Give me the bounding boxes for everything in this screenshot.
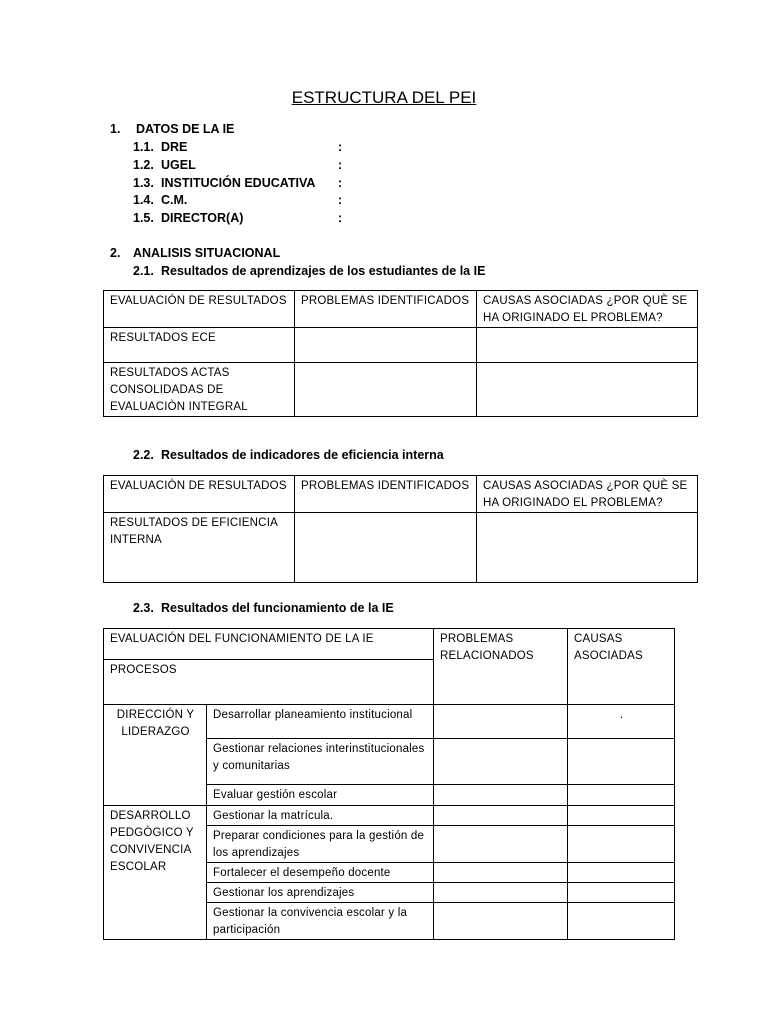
empty-cell (568, 903, 675, 940)
group-label: DESARROLLO PEDGÒGICO Y CONVIVENCIA ESCOLAR (104, 806, 207, 940)
item-colon: : (338, 140, 343, 154)
row-label: RESULTADOS ECE (104, 328, 295, 363)
section2-number: 2. (110, 246, 121, 260)
subsection-number: 2.1. (133, 264, 154, 278)
item-number: 1.5. (133, 211, 154, 225)
header-cell: CAUSAS ASOCIADAS ¿POR QUÈ SE HA ORIGINADO EL PROBLEMA? (477, 291, 698, 328)
item-number: 1.1. (133, 140, 154, 154)
section1-heading: DATOS DE LA IE (136, 122, 235, 136)
header-cell: CAUSAS ASOCIADAS ¿POR QUÈ SE HA ORIGINADO EL PROBLEMA? (477, 476, 698, 513)
item-label-dre: DRE (161, 140, 188, 154)
header-cell: EVALUACIÒN DE RESULTADOS (104, 476, 295, 513)
item-number: 1.2. (133, 158, 154, 172)
process-item: Gestionar relaciones interinstitucionales y comunitarias (207, 739, 434, 785)
empty-cell (295, 328, 477, 363)
process-item: Fortalecer el desempeño docente (207, 863, 434, 883)
process-item: Preparar condiciones para la gestión de los aprendizajes (207, 826, 434, 863)
header-problemas: PROBLEMAS RELACIONADOS (434, 629, 568, 705)
row-label: RESULTADOS ACTAS CONSOLIDADAS DE EVALUACIÒN INTEGRAL (104, 363, 295, 417)
empty-cell (477, 363, 698, 417)
empty-cell (295, 363, 477, 417)
header-cell: PROBLEMAS IDENTIFICADOS (295, 476, 477, 513)
item-label-cm: C.M. (161, 193, 188, 207)
process-item: Gestionar los aprendizajes (207, 883, 434, 903)
item-colon: : (338, 158, 343, 172)
section2-heading: ANALISIS SITUACIONAL (133, 246, 281, 260)
page-title: ESTRUCTURA DEL PEI (291, 88, 477, 107)
process-item: Evaluar gestión escolar (207, 785, 434, 806)
process-item: Gestionar la convivencia escolar y la participación (207, 903, 434, 940)
group-label: DIRECCIÓN Y LIDERAZGO (104, 705, 207, 806)
empty-cell (434, 826, 568, 863)
row-label: RESULTADOS DE EFICIENCIA INTERNA (104, 513, 295, 583)
empty-cell (477, 328, 698, 363)
results-table-1 (103, 290, 698, 417)
item-label-director: DIRECTOR(A) (161, 211, 244, 225)
empty-cell (434, 863, 568, 883)
header-causas: CAUSAS ASOCIADAS (568, 629, 675, 705)
item-label-institucion: INSTITUCIÓN EDUCATIVA (161, 176, 316, 190)
header-cell: EVALUACIÓN DE RESULTADOS (104, 291, 295, 328)
section1-number: 1. (110, 122, 121, 136)
empty-cell (295, 513, 477, 583)
item-number: 1.3. (133, 176, 154, 190)
item-colon: : (338, 193, 343, 207)
results-table-2 (103, 475, 698, 583)
empty-cell (568, 739, 675, 785)
subsection-number: 2.3. (133, 601, 154, 615)
item-label-ugel: UGEL (161, 158, 196, 172)
dot-mark: . (568, 705, 675, 739)
procesos-label: PROCESOS (104, 660, 434, 705)
item-colon: : (338, 176, 343, 190)
subsection-title: Resultados del funcionamiento de la IE (161, 601, 394, 615)
functioning-table (103, 628, 675, 940)
empty-cell (568, 806, 675, 826)
empty-cell (434, 705, 568, 739)
header-main: EVALUACIÓN DEL FUNCIONAMIENTO DE LA IE (104, 629, 434, 660)
empty-cell (434, 806, 568, 826)
empty-cell (434, 739, 568, 785)
header-cell: PROBLEMAS IDENTIFICADOS (295, 291, 477, 328)
process-item: Gestionar la matrícula. (207, 806, 434, 826)
subsection-title: Resultados de aprendizajes de los estudiantes de la IE (161, 264, 486, 278)
empty-cell (434, 903, 568, 940)
item-colon: : (338, 211, 343, 225)
empty-cell (568, 785, 675, 806)
empty-cell (568, 826, 675, 863)
empty-cell (434, 785, 568, 806)
empty-cell (477, 513, 698, 583)
empty-cell (434, 883, 568, 903)
item-number: 1.4. (133, 193, 154, 207)
process-item: Desarrollar planeamiento institucional (207, 705, 434, 739)
empty-cell (568, 863, 675, 883)
empty-cell (568, 883, 675, 903)
subsection-title: Resultados de indicadores de eficiencia interna (161, 448, 444, 462)
subsection-number: 2.2. (133, 448, 154, 462)
